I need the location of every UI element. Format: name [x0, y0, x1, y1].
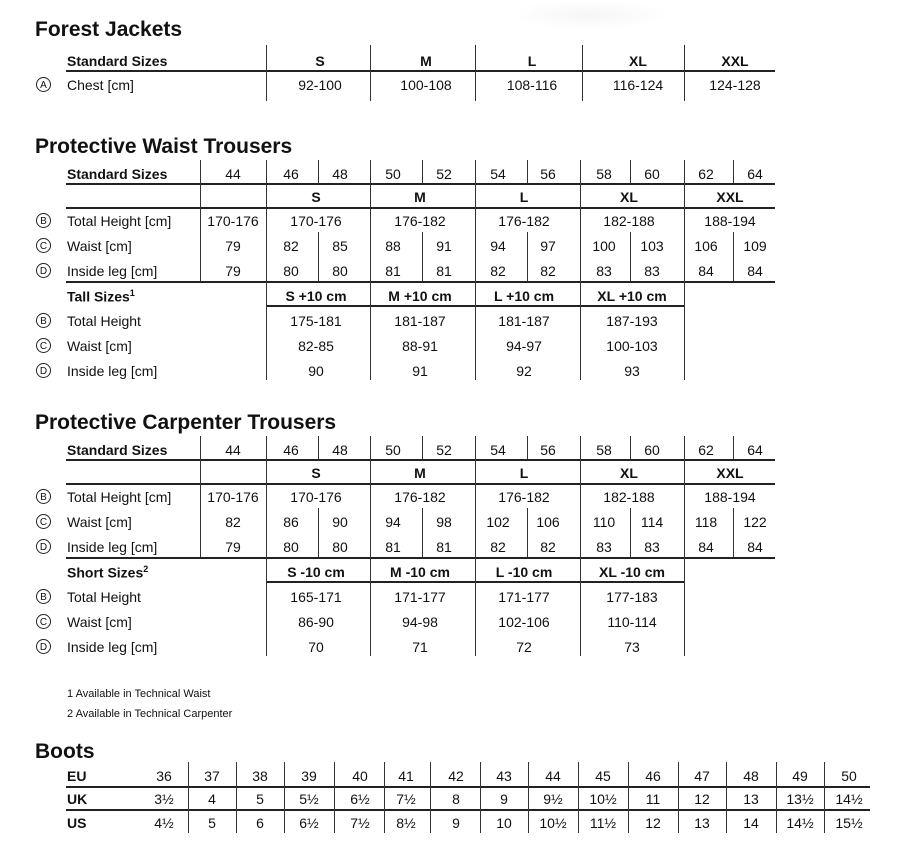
column-divider	[630, 232, 631, 281]
standard-sizes-header: Standard Sizes	[67, 442, 168, 458]
waist-trousers-rule-2	[66, 207, 775, 209]
boot-size: 44	[545, 768, 561, 784]
boot-size: 5	[256, 791, 264, 807]
column-divider	[284, 762, 285, 833]
measure-value: 100	[592, 238, 616, 254]
column-divider	[480, 762, 481, 833]
sub-row-label: Waist [cm]	[67, 614, 132, 630]
sub-row-label: Total Height	[67, 589, 141, 605]
column-divider	[776, 762, 777, 833]
sub-size-label: L -10 cm	[495, 564, 553, 580]
measure-value: 81	[385, 263, 401, 279]
sub-value: 72	[516, 639, 532, 655]
column-divider	[475, 45, 476, 101]
sub-value: 71	[412, 639, 428, 655]
boot-size: 37	[204, 768, 220, 784]
boots-rule-2	[66, 809, 870, 811]
measure-value: 82	[225, 514, 241, 530]
boot-size: 38	[252, 768, 268, 784]
measure-value: 94	[490, 238, 506, 254]
column-divider	[475, 281, 476, 380]
sub-value: 171-177	[498, 589, 550, 605]
sub-value: 175-181	[290, 313, 342, 329]
measure-value: 106	[694, 238, 718, 254]
chest-value: 100-108	[400, 77, 452, 93]
sub-size-label: S +10 cm	[285, 288, 347, 304]
column-divider	[684, 436, 685, 557]
sub-value: 88-91	[402, 338, 438, 354]
sub-header-label: Tall Sizes	[67, 288, 130, 305]
sub-value: 177-183	[606, 589, 658, 605]
section-title-forest-jackets: Forest Jackets	[35, 18, 183, 41]
size-number: 56	[540, 442, 556, 458]
height-value: 182-188	[603, 489, 655, 505]
boot-size: 6½	[299, 815, 319, 831]
boot-size: 41	[398, 768, 414, 784]
forest-header-rule	[66, 70, 775, 72]
measure-value: 82	[283, 238, 299, 254]
boot-size: 46	[645, 768, 661, 784]
size-label: M	[420, 53, 432, 69]
measure-value: 81	[436, 263, 452, 279]
boot-size: 11	[645, 791, 661, 807]
section-title-carpenter-trousers: Protective Carpenter Trousers	[35, 411, 337, 434]
measure-marker: B	[36, 313, 51, 328]
column-divider	[580, 436, 581, 557]
measure-marker: A	[36, 77, 51, 92]
column-divider	[733, 160, 734, 183]
sub-value: 90	[308, 363, 324, 379]
size-letter: XL	[620, 465, 638, 481]
size-number: 60	[644, 442, 660, 458]
column-divider	[527, 508, 528, 557]
size-number: 54	[490, 442, 506, 458]
sub-value: 82-85	[298, 338, 334, 354]
sub-size-label: XL -10 cm	[599, 564, 665, 580]
size-letter: M	[414, 465, 426, 481]
column-divider	[318, 436, 319, 459]
measure-marker: C	[36, 338, 51, 353]
column-divider	[188, 762, 189, 833]
boot-size: 50	[841, 768, 857, 784]
size-label: L	[527, 53, 537, 69]
boot-size: 13	[743, 791, 759, 807]
sub-value: 171-177	[394, 589, 446, 605]
waist-trousers-sub-header	[67, 289, 135, 304]
sub-value: 73	[624, 639, 640, 655]
boot-size: 9½	[543, 791, 563, 807]
measure-value: 81	[436, 539, 452, 555]
measure-marker: D	[36, 539, 51, 554]
measure-value: 109	[743, 238, 767, 254]
column-divider	[266, 436, 267, 557]
boot-row-label: US	[67, 815, 87, 831]
sub-size-label: XL +10 cm	[597, 288, 667, 304]
measure-value: 82	[490, 263, 506, 279]
boot-size: 36	[156, 768, 172, 784]
height-value: 170-176	[290, 489, 342, 505]
section-title-boots: Boots	[35, 740, 95, 763]
measure-marker: D	[36, 263, 51, 278]
row-label-chest: Chest [cm]	[67, 77, 134, 93]
column-divider	[678, 762, 679, 833]
size-letter: L	[519, 189, 529, 205]
boot-size: 8	[452, 791, 460, 807]
size-letter: L	[519, 465, 529, 481]
boot-size: 48	[743, 768, 759, 784]
size-number: 62	[698, 442, 714, 458]
boot-size: 11½	[589, 815, 617, 831]
boot-size: 4	[208, 791, 216, 807]
boot-size: 7½	[350, 815, 370, 831]
column-divider	[630, 160, 631, 183]
column-divider	[266, 557, 267, 656]
measure-value: 106	[536, 514, 560, 530]
boot-size: 12	[645, 815, 661, 831]
boot-size: 7½	[396, 791, 416, 807]
sub-size-label: M +10 cm	[388, 288, 452, 304]
column-divider	[630, 436, 631, 459]
sub-value: 91	[412, 363, 428, 379]
height-value: 170-176	[290, 213, 342, 229]
measure-value: 94	[385, 514, 401, 530]
measure-value: 110	[592, 514, 616, 530]
measure-value: 83	[644, 539, 660, 555]
size-number: 52	[436, 166, 452, 182]
column-divider	[527, 232, 528, 281]
sub-header-label: Short Sizes	[67, 564, 144, 581]
measure-value: 80	[283, 539, 299, 555]
sub-row-label: Inside leg [cm]	[67, 639, 158, 655]
size-number: 48	[332, 442, 348, 458]
measure-value: 84	[698, 539, 714, 555]
height-value: 170-176	[207, 213, 259, 229]
row-label: Waist [cm]	[67, 514, 132, 530]
column-divider	[200, 436, 201, 557]
boot-size: 13	[694, 815, 710, 831]
sub-value: 181-187	[498, 313, 550, 329]
column-divider	[318, 508, 319, 557]
sub-value: 102-106	[498, 614, 550, 630]
measure-value: 98	[436, 514, 452, 530]
column-divider	[578, 762, 579, 833]
column-divider	[475, 557, 476, 656]
column-divider	[334, 762, 335, 833]
size-number: 46	[283, 442, 299, 458]
column-divider	[684, 45, 685, 101]
column-divider	[684, 557, 685, 656]
column-divider	[630, 508, 631, 557]
sub-value: 94-98	[402, 614, 438, 630]
boot-size: 4½	[154, 815, 174, 831]
size-label: XL	[629, 53, 647, 69]
column-divider	[384, 762, 385, 833]
chest-value: 92-100	[298, 77, 342, 93]
column-divider	[200, 160, 201, 281]
sub-value: 93	[624, 363, 640, 379]
size-number: 48	[332, 166, 348, 182]
measure-marker: C	[36, 614, 51, 629]
boot-size: 8½	[396, 815, 416, 831]
measure-value: 83	[596, 263, 612, 279]
measure-value: 82	[540, 263, 556, 279]
boot-size: 14	[743, 815, 759, 831]
height-value: 188-194	[704, 489, 756, 505]
measure-value: 102	[486, 514, 510, 530]
measure-value: 85	[332, 238, 348, 254]
sub-value: 165-171	[290, 589, 342, 605]
boot-size: 43	[496, 768, 512, 784]
measure-value: 84	[698, 263, 714, 279]
measure-value: 79	[225, 263, 241, 279]
measure-value: 83	[596, 539, 612, 555]
column-divider	[370, 557, 371, 656]
carpenter-trousers-rule-3	[66, 557, 775, 559]
boot-size: 9	[500, 791, 508, 807]
height-value: 188-194	[704, 213, 756, 229]
sub-row-label: Total Height	[67, 313, 141, 329]
boot-size: 13½	[786, 791, 814, 807]
column-divider	[582, 45, 583, 101]
measure-value: 88	[385, 238, 401, 254]
sub-row-label: Inside leg [cm]	[67, 363, 158, 379]
size-number: 58	[596, 166, 612, 182]
column-divider	[318, 232, 319, 281]
size-number: 46	[283, 166, 299, 182]
row-label: Inside leg [cm]	[67, 263, 158, 279]
boots-rule-1	[66, 786, 870, 788]
column-divider	[430, 762, 431, 833]
height-value: 182-188	[603, 213, 655, 229]
carpenter-trousers-rule-2	[66, 483, 775, 485]
waist-trousers-rule-3	[66, 281, 775, 283]
size-number: 64	[747, 442, 763, 458]
height-value: 176-182	[498, 213, 550, 229]
measure-value: 82	[540, 539, 556, 555]
measure-marker: B	[36, 589, 51, 604]
measure-value: 82	[490, 539, 506, 555]
column-divider	[422, 508, 423, 557]
chest-value: 124-128	[709, 77, 761, 93]
measure-value: 118	[694, 514, 718, 530]
row-label: Total Height [cm]	[67, 489, 172, 505]
sub-size-label: S -10 cm	[287, 564, 345, 580]
measure-value: 80	[332, 263, 348, 279]
column-divider	[370, 45, 371, 101]
column-divider	[370, 436, 371, 557]
size-number: 56	[540, 166, 556, 182]
size-letter: S	[311, 465, 321, 481]
column-divider	[370, 160, 371, 281]
column-divider	[684, 281, 685, 380]
waist-trousers-rule-1	[66, 183, 775, 185]
size-number: 62	[698, 166, 714, 182]
boot-size: 14½	[835, 791, 863, 807]
measure-value: 91	[436, 238, 452, 254]
row-label: Inside leg [cm]	[67, 539, 158, 555]
boot-size: 42	[448, 768, 464, 784]
sub-value: 70	[308, 639, 324, 655]
measure-value: 122	[743, 514, 767, 530]
column-divider	[475, 160, 476, 281]
size-number: 58	[596, 442, 612, 458]
boot-size: 6½	[350, 791, 370, 807]
boot-size: 12	[694, 791, 710, 807]
standard-sizes-header: Standard Sizes	[67, 53, 168, 69]
measure-marker: D	[36, 639, 51, 654]
boot-size: 39	[301, 768, 317, 784]
size-number: 54	[490, 166, 506, 182]
size-number: 60	[644, 166, 660, 182]
row-label: Total Height [cm]	[67, 213, 172, 229]
size-letter: XXL	[716, 189, 744, 205]
column-divider	[527, 160, 528, 183]
measure-value: 83	[644, 263, 660, 279]
size-letter: XL	[620, 189, 638, 205]
column-divider	[628, 762, 629, 833]
footnote-1: 1 Available in Technical Waist	[67, 688, 211, 700]
measure-value: 114	[640, 514, 664, 530]
column-divider	[733, 436, 734, 459]
size-number: 44	[225, 166, 241, 182]
column-divider	[824, 762, 825, 833]
carpenter-trousers-rule-1	[66, 459, 775, 461]
measure-value: 80	[283, 263, 299, 279]
boot-size: 6	[256, 815, 264, 831]
sub-size-label: L +10 cm	[493, 288, 555, 304]
column-divider	[580, 557, 581, 656]
boot-size: 10	[496, 815, 512, 831]
boot-size: 40	[352, 768, 368, 784]
row-label: Waist [cm]	[67, 238, 132, 254]
boot-size: 5½	[299, 791, 319, 807]
size-number: 50	[385, 442, 401, 458]
boot-size: 10½	[539, 815, 567, 831]
column-divider	[684, 160, 685, 281]
measure-value: 86	[283, 514, 299, 530]
boot-size: 49	[792, 768, 808, 784]
measure-value: 80	[332, 539, 348, 555]
column-divider	[528, 762, 529, 833]
height-value: 176-182	[394, 213, 446, 229]
column-divider	[236, 762, 237, 833]
column-divider	[266, 160, 267, 281]
carpenter-trousers-sub-header	[67, 565, 148, 580]
boot-size: 9	[452, 815, 460, 831]
column-divider	[422, 160, 423, 183]
measure-marker: B	[36, 213, 51, 228]
column-divider	[475, 436, 476, 557]
measure-value: 97	[540, 238, 556, 254]
size-letter: M	[414, 189, 426, 205]
boot-size: 3½	[154, 791, 174, 807]
measure-marker: C	[36, 238, 51, 253]
standard-sizes-header: Standard Sizes	[67, 166, 168, 182]
measure-marker: D	[36, 363, 51, 378]
sub-value: 92	[516, 363, 532, 379]
sub-value: 181-187	[394, 313, 446, 329]
boot-size: 10½	[589, 791, 617, 807]
column-divider	[580, 160, 581, 281]
boot-row-label: UK	[67, 791, 88, 807]
footnote-2: 2 Available in Technical Carpenter	[67, 708, 233, 720]
column-divider	[422, 232, 423, 281]
sub-value: 110-114	[607, 614, 657, 630]
column-divider	[733, 508, 734, 557]
height-value: 170-176	[207, 489, 259, 505]
boot-row-label: EU	[67, 768, 87, 784]
column-divider	[318, 160, 319, 183]
measure-marker: C	[36, 514, 51, 529]
column-divider	[422, 436, 423, 459]
sub-row-label: Waist [cm]	[67, 338, 132, 354]
height-value: 176-182	[498, 489, 550, 505]
chest-value: 116-124	[612, 77, 664, 93]
column-divider	[527, 436, 528, 459]
size-number: 44	[225, 442, 241, 458]
measure-value: 81	[385, 539, 401, 555]
size-number: 52	[436, 442, 452, 458]
photo-glare	[510, 0, 670, 30]
column-divider	[266, 281, 267, 380]
size-label: S	[315, 53, 325, 69]
size-label: XXL	[721, 53, 749, 69]
measure-value: 84	[747, 539, 763, 555]
sub-value: 94-97	[506, 338, 542, 354]
sub-value: 187-193	[606, 313, 658, 329]
section-title-waist-trousers: Protective Waist Trousers	[35, 135, 293, 158]
sub-value: 86-90	[298, 614, 334, 630]
size-number: 64	[747, 166, 763, 182]
measure-value: 79	[225, 238, 241, 254]
measure-value: 84	[747, 263, 763, 279]
size-letter: XXL	[716, 465, 744, 481]
column-divider	[733, 232, 734, 281]
measure-value: 90	[332, 514, 348, 530]
column-divider	[370, 281, 371, 380]
height-value: 176-182	[394, 489, 446, 505]
sub-size-label: M -10 cm	[390, 564, 450, 580]
measure-value: 79	[225, 539, 241, 555]
footnote-marker: 2	[143, 564, 149, 574]
footnote-marker: 1	[129, 288, 135, 298]
size-letter: S	[311, 189, 321, 205]
measure-value: 103	[640, 238, 664, 254]
boot-size: 5	[208, 815, 216, 831]
column-divider	[726, 762, 727, 833]
column-divider	[266, 45, 267, 101]
boot-size: 15½	[835, 815, 863, 831]
size-number: 50	[385, 166, 401, 182]
chest-value: 108-116	[506, 77, 558, 93]
sub-value: 100-103	[606, 338, 658, 354]
boot-size: 47	[694, 768, 710, 784]
boot-size: 45	[595, 768, 611, 784]
measure-marker: B	[36, 489, 51, 504]
column-divider	[580, 281, 581, 380]
boot-size: 14½	[786, 815, 814, 831]
